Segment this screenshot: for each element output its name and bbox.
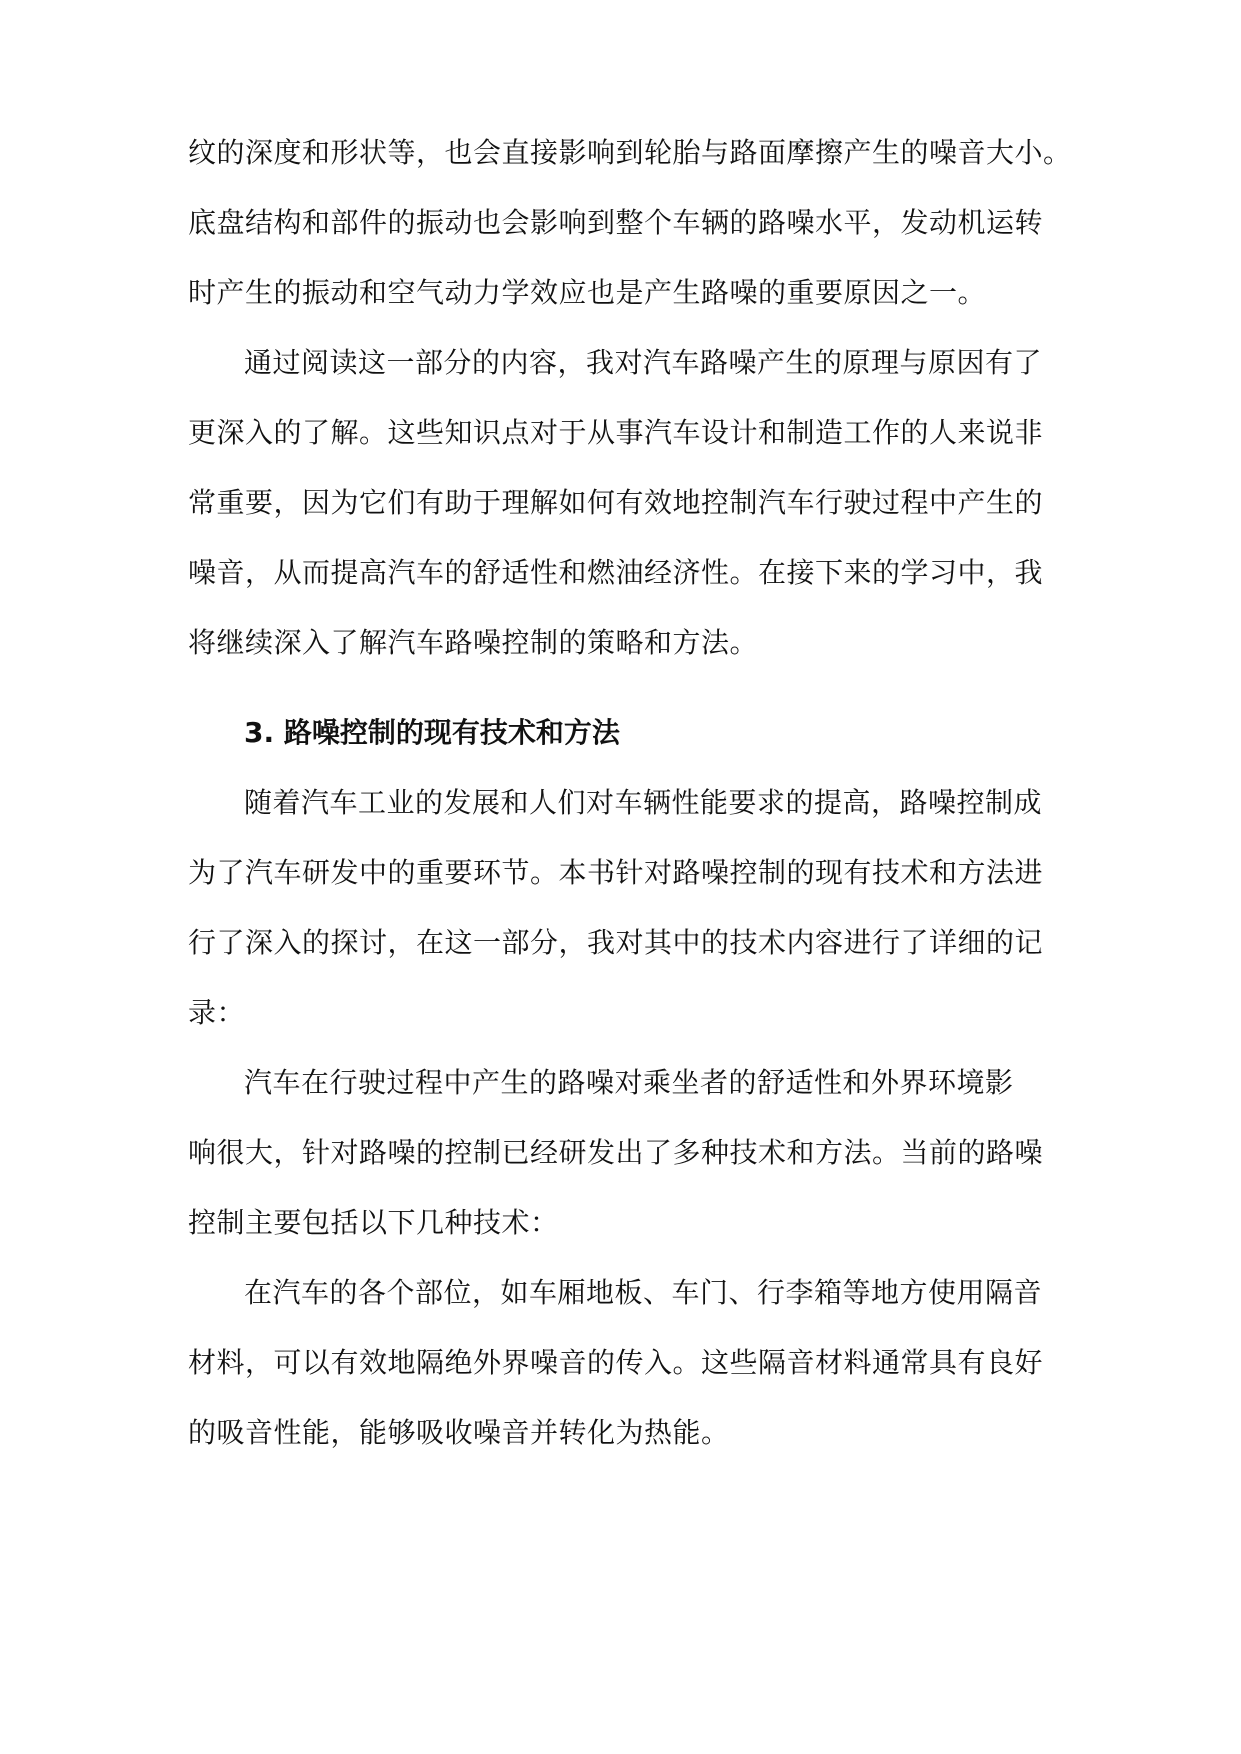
paragraph-line: 行了深入的探讨，在这一部分，我对其中的技术内容进行了详细的记	[188, 926, 1044, 959]
section-heading: 3. 路噪控制的现有技术和方法	[244, 716, 620, 749]
paragraph-line: 常重要，因为它们有助于理解如何有效地控制汽车行驶过程中产生的	[188, 486, 1044, 519]
paragraph-line: 更深入的了解。这些知识点对于从事汽车设计和制造工作的人来说非	[188, 416, 1044, 449]
paragraph-line: 将继续深入了解汽车路噪控制的策略和方法。	[188, 626, 759, 659]
paragraph-line: 为了汽车研发中的重要环节。本书针对路噪控制的现有技术和方法进	[188, 856, 1044, 889]
paragraph-line: 底盘结构和部件的振动也会影响到整个车辆的路噪水平，发动机运转	[188, 206, 1044, 239]
paragraph-line: 通过阅读这一部分的内容，我对汽车路噪产生的原理与原因有了	[244, 346, 1043, 379]
paragraph-line: 响很大，针对路噪的控制已经研发出了多种技术和方法。当前的路噪	[188, 1136, 1044, 1169]
paragraph-line: 录：	[188, 996, 246, 1029]
paragraph-line: 材料，可以有效地隔绝外界噪音的传入。这些隔音材料通常具有良好	[188, 1346, 1044, 1379]
paragraph-line: 控制主要包括以下几种技术：	[188, 1206, 559, 1239]
paragraph-line: 纹的深度和形状等，也会直接影响到轮胎与路面摩擦产生的噪音大小。	[188, 136, 1072, 169]
paragraph-line: 在汽车的各个部位，如车厢地板、车门、行李箱等地方使用隔音	[244, 1276, 1043, 1309]
paragraph-line: 随着汽车工业的发展和人们对车辆性能要求的提高，路噪控制成	[244, 786, 1043, 819]
paragraph-line: 噪音，从而提高汽车的舒适性和燃油经济性。在接下来的学习中，我	[188, 556, 1044, 589]
paragraph-line: 汽车在行驶过程中产生的路噪对乘坐者的舒适性和外界环境影	[244, 1066, 1014, 1099]
paragraph-line: 的吸音性能，能够吸收噪音并转化为热能。	[188, 1416, 730, 1449]
paragraph-line: 时产生的振动和空气动力学效应也是产生路噪的重要原因之一。	[188, 276, 987, 309]
